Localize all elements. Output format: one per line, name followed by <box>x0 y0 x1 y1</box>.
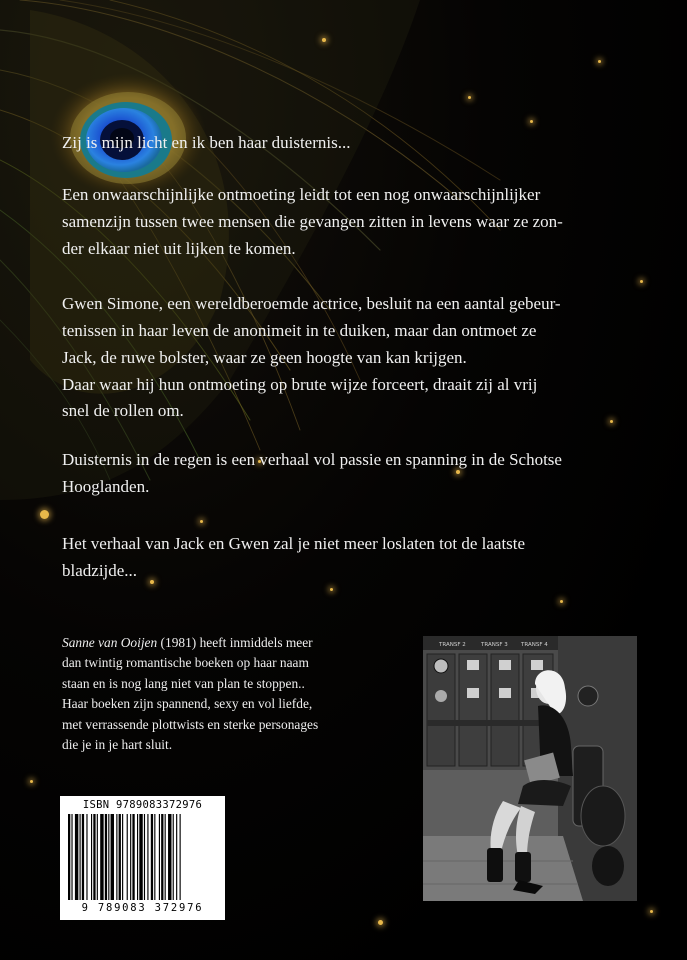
barcode-bar <box>137 814 138 900</box>
barcode-bar <box>91 814 92 900</box>
author-photo-image <box>423 636 637 901</box>
barcode-bar <box>144 814 145 900</box>
barcode-bar <box>168 814 171 900</box>
spark <box>650 910 653 913</box>
blurb-line: Het verhaal van Jack en Gwen zal je niet meer loslaten tot de laatste <box>62 534 526 553</box>
blurb-line: Hooglanden. <box>62 476 150 496</box>
barcode-bar <box>108 814 109 900</box>
barcode-bar <box>127 814 128 900</box>
blurb-line: tenissen in haar leven de anonimeit in te duiken, maar dan ontmoet ze <box>62 320 537 340</box>
photo-panel-label: TRANSF 2 <box>439 642 466 648</box>
barcode-bar <box>122 814 123 900</box>
blurb-line: der elkaar niet uit lijken te komen. <box>62 238 296 258</box>
blurb-line: snel de rollen om. <box>62 401 184 421</box>
barcode-bar <box>100 814 103 900</box>
spark <box>330 588 333 591</box>
spark <box>598 60 601 63</box>
author-bio <box>62 633 384 755</box>
spark <box>378 920 383 925</box>
spark <box>468 96 471 99</box>
barcode-bar <box>130 814 131 900</box>
bio-line: dan twintig romantische boeken op haar naam <box>62 655 309 671</box>
spark <box>640 280 643 283</box>
blurb-line: Een onwaarschijnlijke ontmoeting leidt tot een nog onwaarschijnlijker <box>62 185 541 204</box>
bio-line: met verrassende plottwists en sterke personages <box>62 716 319 732</box>
bio-line: staan en is nog lang niet van plan te stoppen.. <box>62 675 305 691</box>
blurb-line: Gwen Simone, een wereldberoemde actrice, besluit na een aantal gebeur- <box>62 294 561 313</box>
blurb-paragraph-3 <box>62 291 662 425</box>
barcode-bar <box>80 814 81 900</box>
barcode-bar <box>111 814 114 900</box>
barcode-bar <box>147 814 148 900</box>
spark <box>530 120 533 123</box>
blurb-line: Duisternis in de regen is een verhaal vol passie en spanning in de Schotse <box>62 450 562 469</box>
blurb-paragraph-2 <box>62 182 662 263</box>
blurb-line: bladzijde... <box>62 560 138 580</box>
barcode-bars <box>66 814 219 902</box>
barcode-bar <box>159 814 160 900</box>
spark <box>560 600 563 603</box>
photo-panel-label: TRANSF 3 <box>481 642 508 648</box>
barcode-bar <box>139 814 142 900</box>
barcode-bar <box>116 814 117 900</box>
author-photo <box>423 636 637 901</box>
spark <box>30 780 33 783</box>
photo-panel-label: TRANSF 4 <box>521 642 548 648</box>
blurb-line: Daar waar hij hun ontmoeting op brute wijze forceert, draait zij al vrij <box>62 374 538 394</box>
author-name: Sanne van Ooijen <box>62 635 158 650</box>
barcode-bar <box>165 814 166 900</box>
barcode-bar <box>68 814 70 900</box>
barcode-bar <box>71 814 72 900</box>
bio-line: Haar boeken zijn spannend, sexy en vol liefde, <box>62 696 313 712</box>
barcode-bar <box>75 814 78 900</box>
bio-text: (1981) heeft inmiddels meer <box>157 635 313 650</box>
spark <box>322 38 326 42</box>
isbn-digits: 9 789083 372976 <box>81 902 204 914</box>
barcode-bar <box>154 814 155 900</box>
spark <box>40 510 49 519</box>
barcode-bar <box>132 814 134 900</box>
isbn-label: ISBN 9789083372976 <box>82 799 203 811</box>
barcode-bar <box>119 814 121 900</box>
blurb-line: Zij is mijn licht en ik ben haar duisternis... <box>62 133 351 152</box>
isbn-barcode <box>60 796 225 920</box>
barcode-bar <box>151 814 153 900</box>
bio-line <box>62 633 384 653</box>
barcode-bar <box>86 814 87 900</box>
barcode-bar <box>180 814 181 900</box>
blurb-paragraph-1 <box>62 130 662 157</box>
spark <box>200 520 203 523</box>
blurb-line: samenzijn tussen twee mensen die gevangen zitten in levens waar ze zon- <box>62 211 563 231</box>
barcode-bar <box>173 814 174 900</box>
blurb-paragraph-5 <box>62 531 662 585</box>
barcode-bar <box>161 814 163 900</box>
barcode-bar <box>97 814 98 900</box>
barcode-bar <box>93 814 95 900</box>
barcode-bar <box>82 814 84 900</box>
blurb-line: Jack, de ruwe bolster, waar ze geen hoogte van kan krijgen. <box>62 347 467 367</box>
bio-line: die je in je hart sluit. <box>62 736 173 752</box>
blurb-paragraph-4 <box>62 447 662 501</box>
barcode-bar <box>176 814 177 900</box>
barcode-bar <box>105 814 107 900</box>
